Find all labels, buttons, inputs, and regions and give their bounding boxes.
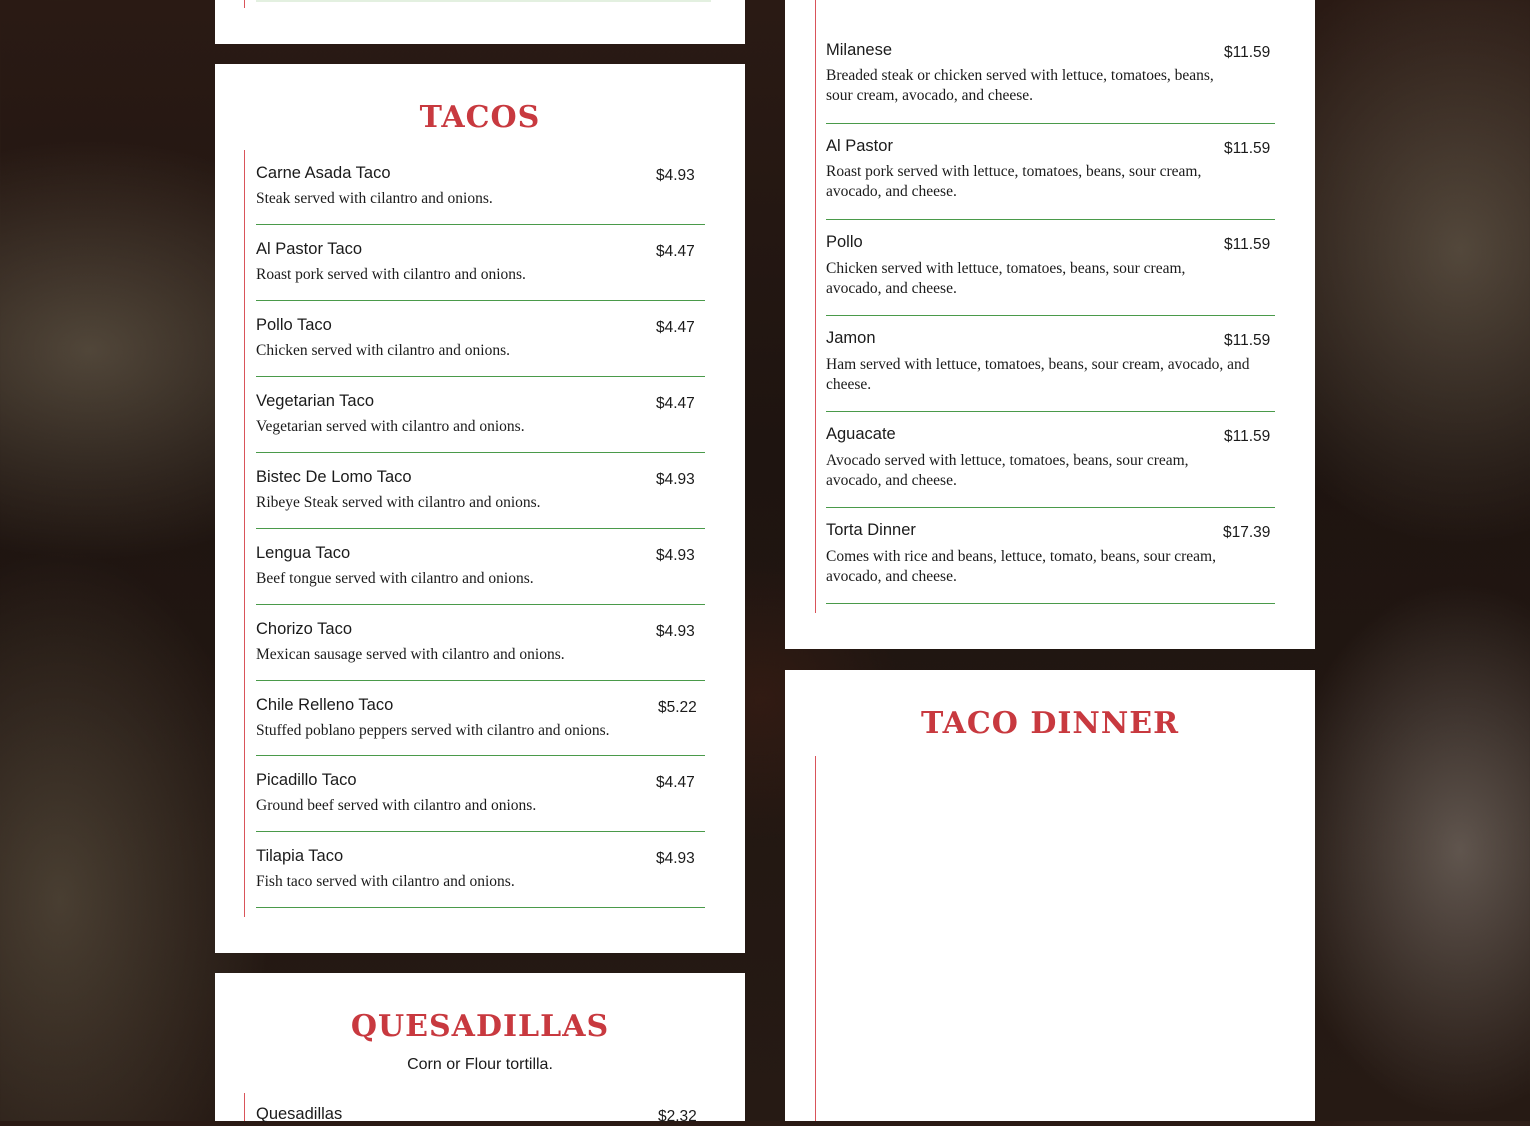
item-description: Beef tongue served with cilantro and onions. (256, 570, 534, 587)
item-price: $4.93 (656, 471, 695, 488)
item-divider (256, 907, 705, 908)
menu-item[interactable] (826, 41, 1275, 124)
menu-item[interactable] (826, 233, 1275, 316)
item-description: Chicken served with cilantro and onions. (256, 342, 510, 359)
item-name: Chile Relleno Taco (256, 696, 394, 714)
item-name: Al Pastor (826, 137, 893, 155)
item-price: $4.47 (656, 243, 695, 260)
item-description: Ground beef served with cilantro and onions. (256, 797, 537, 814)
quesadillas-subtitle: Corn or Flour tortilla. (407, 1056, 553, 1073)
item-name: Pollo Taco (256, 316, 332, 334)
item-price: $11.59 (1224, 140, 1271, 157)
section-accent-line (244, 150, 245, 917)
menu-item[interactable] (826, 521, 1275, 604)
item-price: $4.47 (656, 319, 695, 336)
item-price: $4.93 (656, 850, 695, 867)
item-price: $4.93 (656, 167, 695, 184)
menu-item[interactable] (256, 1105, 705, 1125)
item-divider (256, 0, 711, 2)
quesadillas-section (215, 973, 745, 1125)
item-divider (256, 300, 705, 301)
tortas-section (785, 0, 1315, 649)
item-name: Carne Asada Taco (256, 164, 391, 182)
menu-item[interactable] (256, 240, 705, 301)
item-description: Mexican sausage served with cilantro and onions. (256, 646, 565, 663)
item-name: Chorizo Taco (256, 620, 352, 638)
taco-dinner-title: TACO DINNER (920, 706, 1180, 741)
menu-item[interactable] (826, 425, 1275, 508)
item-divider (256, 224, 705, 225)
item-price: $11.59 (1224, 332, 1271, 349)
item-price: $2.32 (658, 1108, 697, 1125)
quesadillas-title: QUESADILLAS (350, 1009, 610, 1044)
section-accent-line (244, 1093, 245, 1121)
item-name: Milanese (826, 41, 893, 59)
section-accent-line (815, 0, 816, 613)
item-price: $11.59 (1224, 428, 1271, 445)
item-description: Breaded steak or chicken served with lettuce, tomatoes, beans, sour cream, avocado, and cheese. (826, 67, 1214, 104)
item-divider (256, 452, 705, 453)
item-price: $4.93 (656, 547, 695, 564)
item-name: Quesadillas (256, 1105, 343, 1123)
item-price: $4.47 (656, 395, 695, 412)
item-divider (826, 507, 1275, 508)
menu-item[interactable] (256, 771, 705, 832)
tacos-title: TACOS (419, 100, 541, 135)
item-name: Tilapia Taco (256, 847, 344, 865)
menu-item[interactable] (256, 468, 705, 529)
item-divider (256, 755, 705, 756)
menu-item[interactable] (256, 316, 705, 377)
section-accent-line (244, 0, 245, 8)
item-name: Al Pastor Taco (256, 240, 363, 258)
item-divider (256, 376, 705, 377)
item-name: Jamon (826, 329, 876, 347)
item-divider (826, 219, 1275, 220)
item-name: Torta Dinner (826, 521, 916, 539)
item-description: Roast pork served with cilantro and onions. (256, 266, 526, 283)
item-description: Roast pork served with lettuce, tomatoes, beans, sour cream, avocado, and cheese. (826, 163, 1202, 200)
item-description: Chicken served with lettuce, tomatoes, beans, sour cream, avocado, and cheese. (826, 260, 1186, 297)
taco-dinner-section (785, 670, 1315, 1121)
item-divider (826, 123, 1275, 124)
item-description: Ribeye Steak served with cilantro and onions. (256, 494, 541, 511)
menu-item[interactable] (256, 392, 705, 453)
item-name: Pollo (826, 233, 863, 251)
menu-item[interactable] (256, 544, 705, 605)
item-price: $5.22 (658, 699, 697, 716)
item-description: Ham served with lettuce, tomatoes, beans, sour cream, avocado, and cheese. (826, 356, 1250, 393)
item-description: Steak served with cilantro and onions. (256, 190, 493, 207)
menu-item[interactable] (826, 329, 1275, 412)
item-name: Lengua Taco (256, 544, 351, 562)
item-divider (256, 680, 705, 681)
item-description: Fish taco served with cilantro and onions. (256, 873, 515, 890)
item-divider (826, 411, 1275, 412)
item-description: Vegetarian served with cilantro and onions. (256, 418, 525, 435)
item-divider (256, 604, 705, 605)
menu-item[interactable] (826, 137, 1275, 220)
item-price: $4.93 (656, 623, 695, 640)
menu-item[interactable] (256, 696, 705, 757)
item-divider (256, 528, 705, 529)
item-name: Vegetarian Taco (256, 392, 375, 410)
section-accent-line (815, 756, 816, 1121)
item-name: Picadillo Taco (256, 771, 357, 789)
menu-item[interactable] (256, 164, 705, 225)
item-price: $4.47 (656, 774, 695, 791)
item-divider (256, 831, 705, 832)
menu-item[interactable] (256, 620, 705, 681)
tacos-section (215, 64, 745, 953)
item-divider (826, 603, 1275, 604)
item-price: $11.59 (1224, 236, 1271, 253)
item-name: Bistec De Lomo Taco (256, 468, 412, 486)
item-name: Aguacate (826, 425, 896, 443)
item-description: Stuffed poblano peppers served with cilantro and onions. (256, 722, 610, 739)
item-description: Comes with rice and beans, lettuce, tomato, beans, sour cream, avocado, and cheese. (826, 548, 1216, 585)
item-price: $11.59 (1224, 44, 1271, 61)
menu-item[interactable] (256, 847, 705, 908)
item-description: Avocado served with lettuce, tomatoes, beans, sour cream, avocado, and cheese. (826, 452, 1189, 489)
item-divider (826, 315, 1275, 316)
item-price: $17.39 (1223, 524, 1271, 541)
prev-section-card (215, 0, 745, 44)
